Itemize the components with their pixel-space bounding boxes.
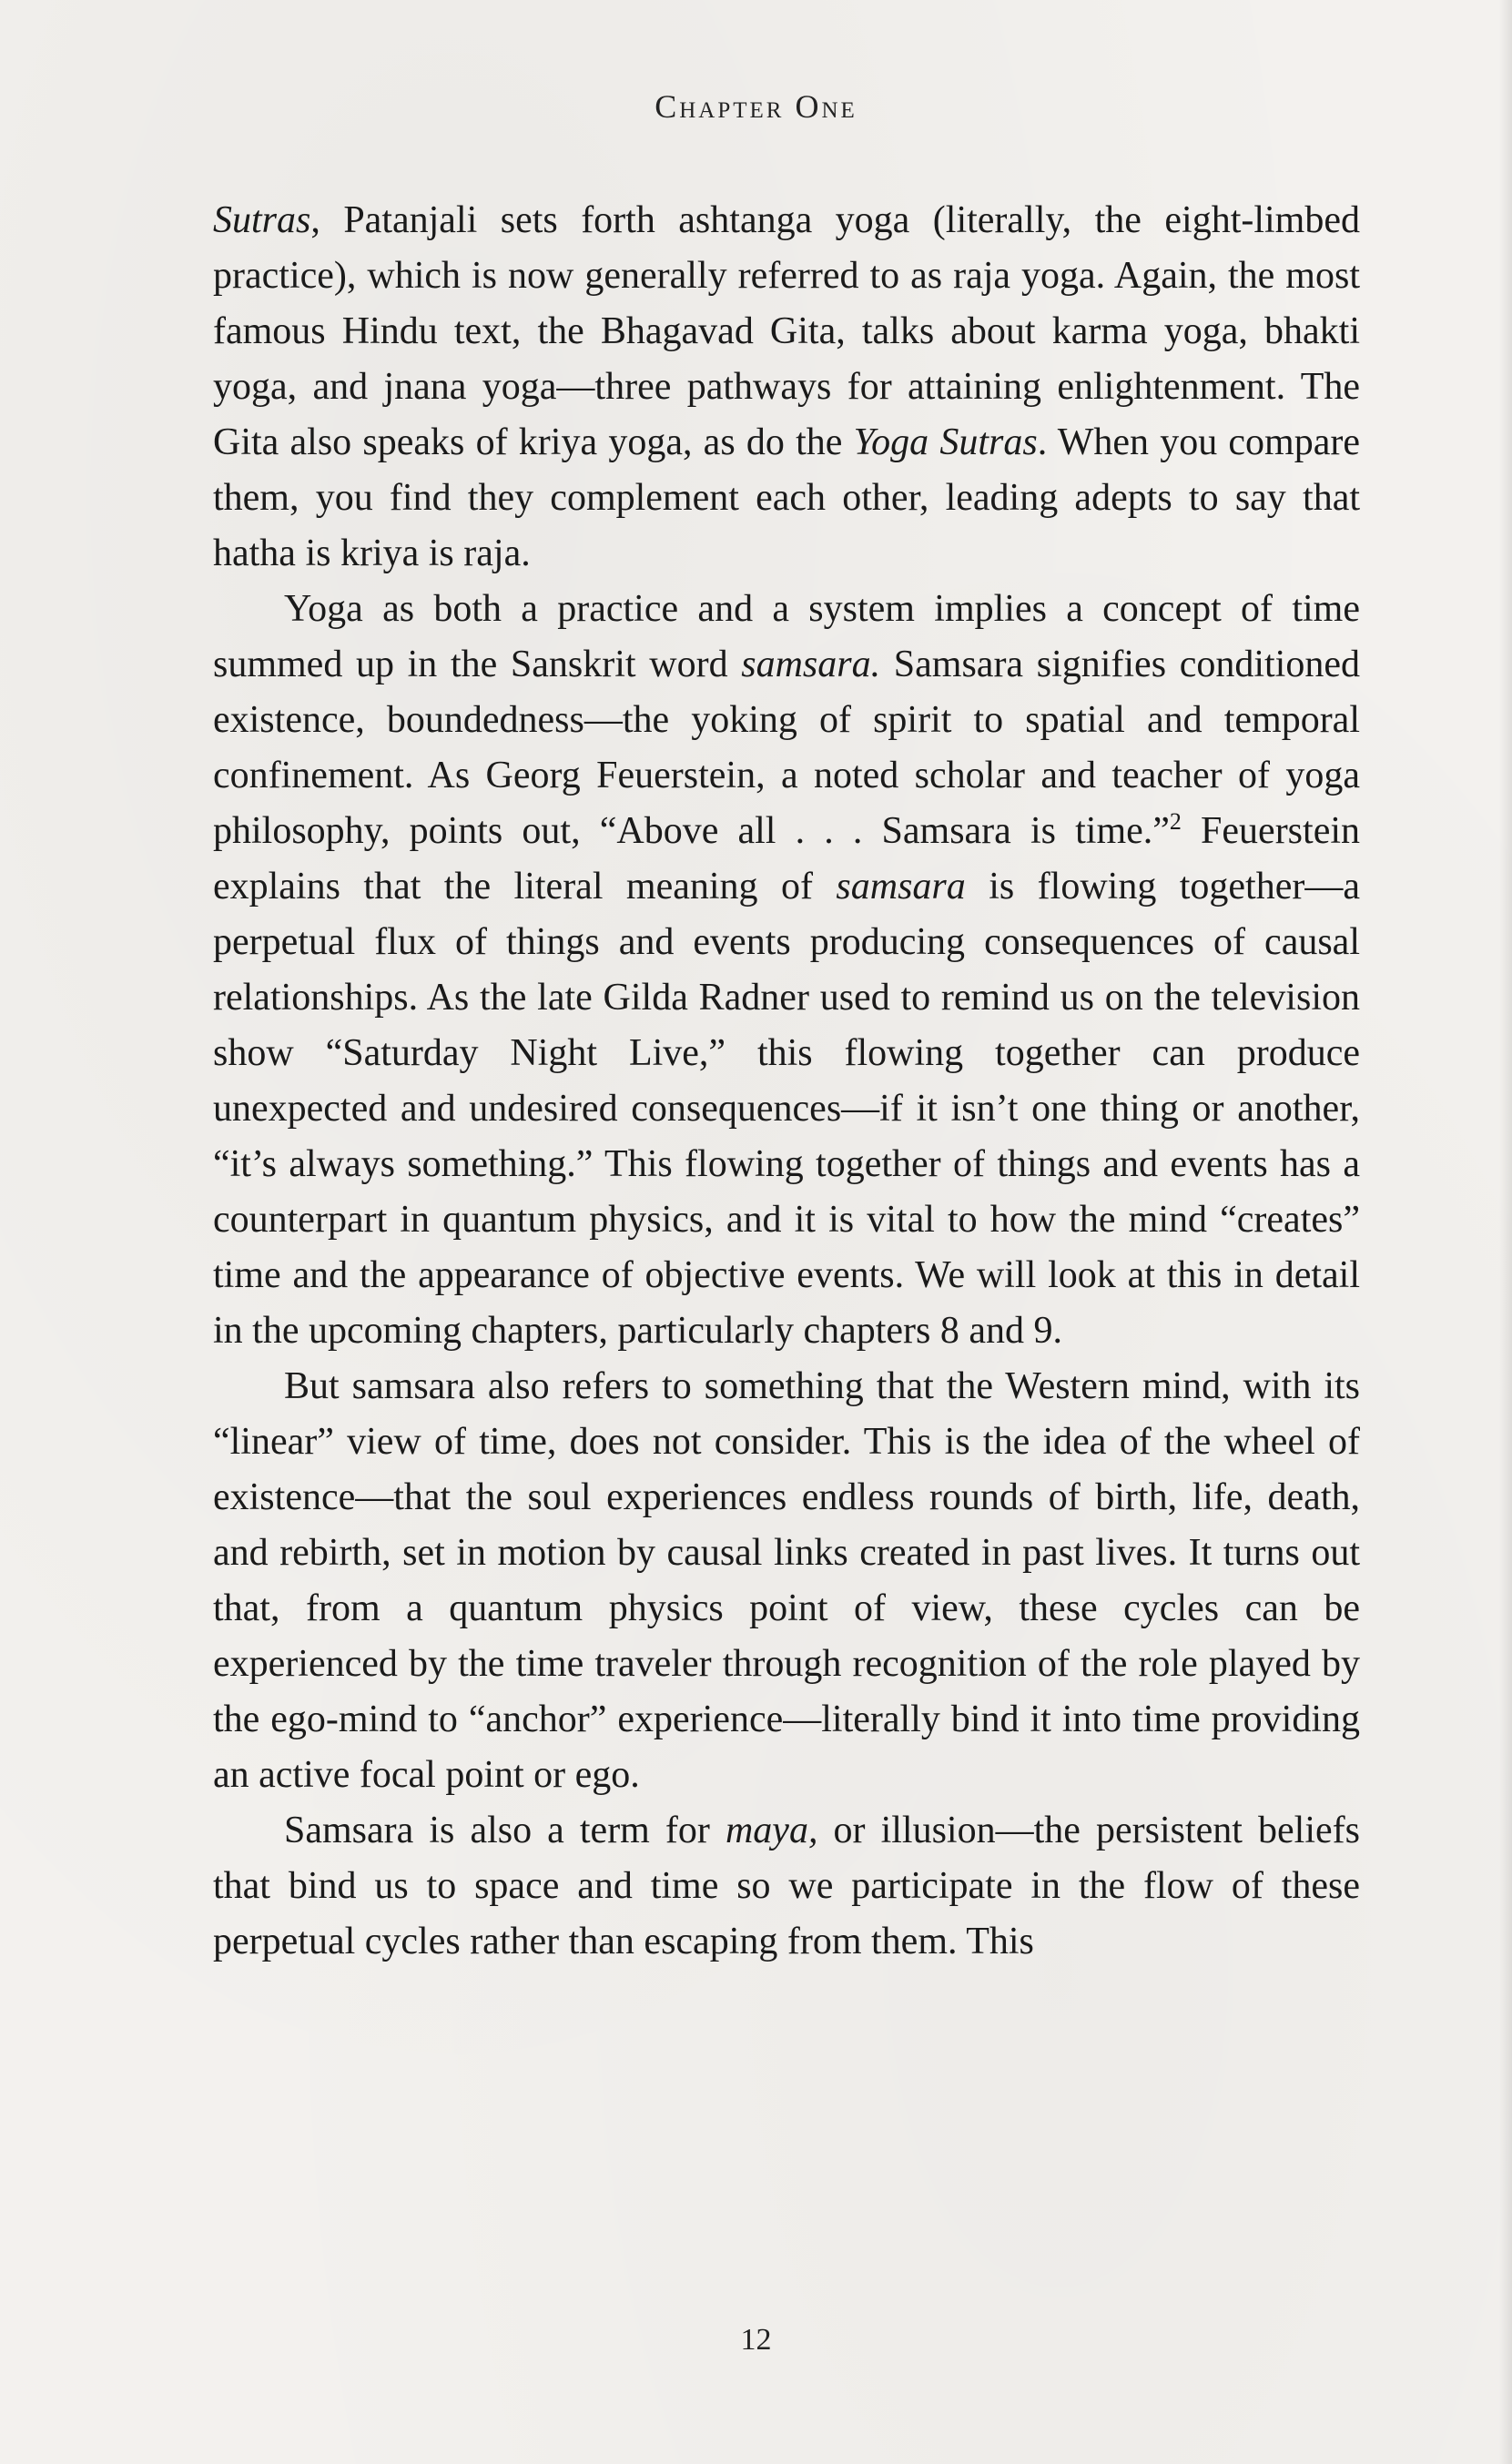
paragraph xyxy=(213,1803,1360,1970)
text-segment: samsara xyxy=(836,866,966,908)
text-segment: Sutras xyxy=(213,199,311,241)
page-edge-shadow xyxy=(1499,0,1512,2464)
text-segment: samsara. xyxy=(741,644,881,685)
text-segment: or illusion—the persistent beliefs that bind us to space and time so we participate in the flow of these perpetual cycles rather than escaping from them. This xyxy=(213,1810,1360,1962)
paragraph xyxy=(213,582,1360,1359)
text-segment: Yoga as both a practice and a system implies a concept of time summed up in the Sanskrit word xyxy=(213,588,1360,685)
paragraph xyxy=(213,193,1360,582)
text-segment: Yoga Sutras xyxy=(853,421,1038,463)
text-segment: is flowing together—a perpetual flux of things and events producing consequences of causal relationships. As the late Gilda Radner used to remind us on the television show “Saturday Night Live,” this flowing together can produce unexpected and undesired consequences—if it isn’t one thing or another, “it’s always something.” This flowing together of things and events has a counterpart in quantum physics, and it is vital to how the mind “creates” time and the appearance of objective events. We will look at this in detail in the upcoming chapters, particularly chapters 8 and 9. xyxy=(213,866,1360,1352)
text-segment: , Patanjali sets forth ashtanga yoga (literally, the eight-limbed practice), which is now generally referred to as raja yoga. Again, the most famous Hindu text, the Bhagavad Gita, talks about karma yoga, bhakti yoga, and jnana yoga—three pathways for attaining enlightenment. The Gita also speaks of kriya yoga, as do the xyxy=(213,199,1360,463)
paragraph xyxy=(213,1359,1360,1803)
running-head: Chapter One xyxy=(655,88,857,125)
text-segment: . When you compare them, you find they complement each other, leading adepts to say that hatha is kriya is raja. xyxy=(213,421,1360,574)
page-number: 12 xyxy=(740,2323,772,2357)
text-segment: maya, xyxy=(725,1810,818,1851)
text-segment: Samsara signifies conditioned existence, boundedness—the yoking of spirit to spatial and temporal confinement. As Georg Feuerstein, a noted scholar and teacher of yoga philosophy, points out, “Above all . . . Samsara is time.” xyxy=(213,644,1360,852)
footnote-marker[interactable]: 2 xyxy=(1169,808,1182,835)
text-segment: But samsara also refers to something that the Western mind, with its “linear” view of time, does not consider. This is the idea of the wheel of existence—that the soul experiences endless rounds of birth, life, death, and rebirth, set in motion by causal links created in past lives. It turns out that, from a quantum physics point of view, these cycles can be experienced by the time traveler through recognition of the role played by the ego-mind to “anchor” experience—literally bind it into time providing an active focal point or ego. xyxy=(213,1365,1360,1796)
text-segment: Samsara is also a term for xyxy=(284,1810,726,1851)
body-text xyxy=(213,193,1360,1970)
text-segment: Feuerstein explains that the literal meaning of xyxy=(213,810,1360,908)
